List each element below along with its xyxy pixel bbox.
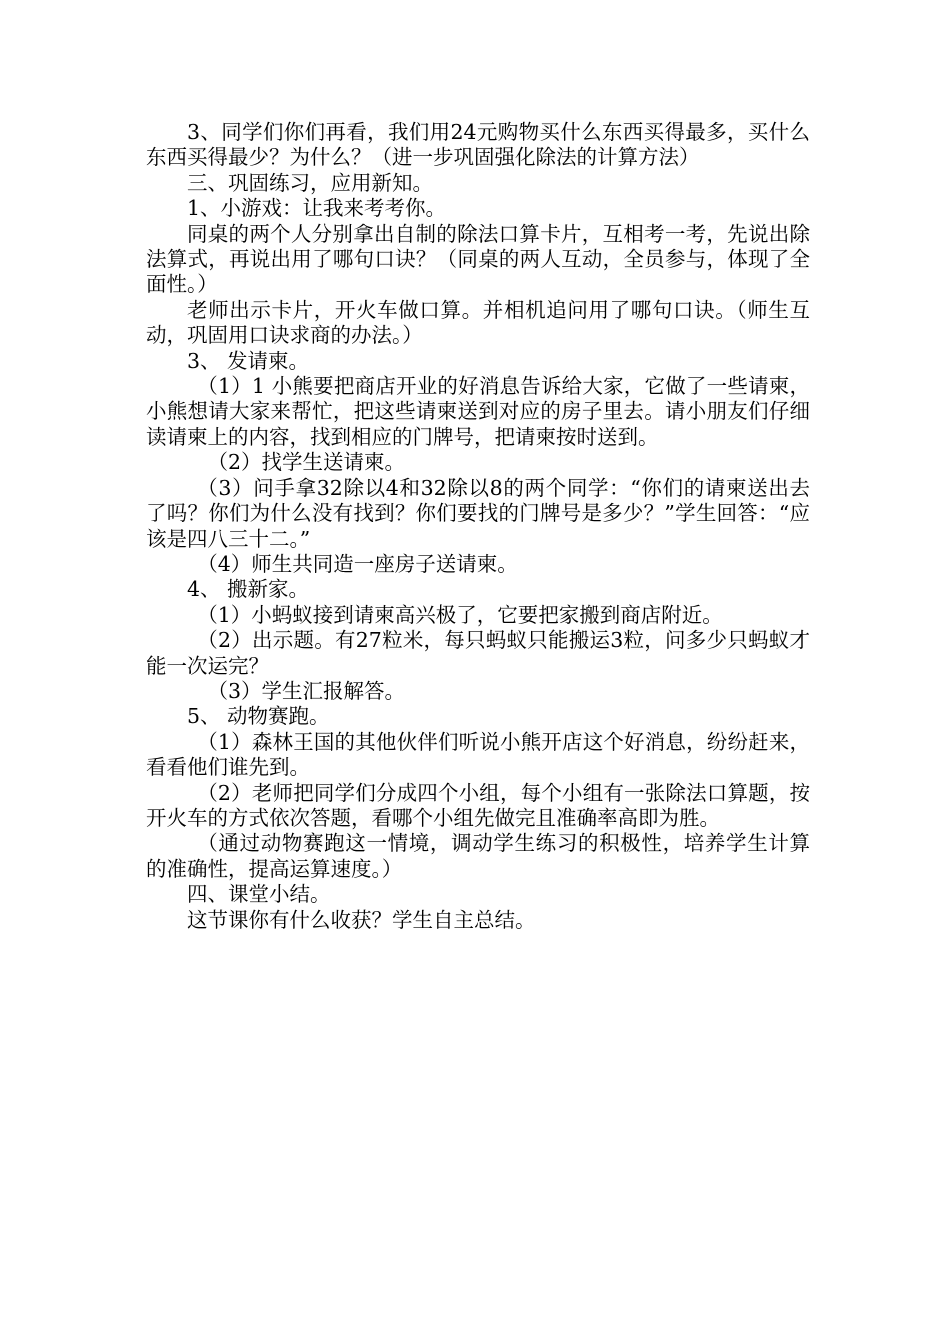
section-heading-practice: 三、巩固练习，应用新知。 xyxy=(187,170,433,195)
paragraph-bear-invitations: （1）1 小熊要把商店开业的好消息告诉给大家，它做了一些请柬，小熊想请大家来帮忙，把这些请柬送到对应的房子里去。请小朋友们仔细读请柬上的内容，找到相应的门牌号，把请柬按时送到。 xyxy=(146,374,810,449)
item-heading-invitations: 3、 发请柬。 xyxy=(187,348,310,373)
item-heading-moving: 4、 搬新家。 xyxy=(187,577,310,602)
item-heading-mini-game: 1、小游戏：让我来考考你。 xyxy=(187,196,447,221)
paragraph-forest-friends: （1）森林王国的其他伙伴们听说小熊开店这个好消息，纷纷赶来，看看他们谁先到。 xyxy=(146,729,810,780)
section-heading-summary: 四、课堂小结。 xyxy=(187,882,331,907)
paragraph-build-house: （4）师生共同造一座房子送请柬。 xyxy=(197,551,518,576)
paragraph-shopping-question: 3、同学们你们再看，我们用24元购物买什么东西买得最多，买什么东西买得最少？为什么？（进一步巩固强化除法的计算方法） xyxy=(146,120,810,170)
document-page xyxy=(146,120,810,933)
paragraph-rice-problem: （2）出示题。有27粒米，每只蚂蚁只能搬运3粒，问多少只蚂蚁才能一次运完？ xyxy=(146,628,810,678)
paragraph-desk-mate-cards: 同桌的两个人分别拿出自制的除法口算卡片，互相考一考，先说出除法算式，再说出用了哪句口诀？（同桌的两人互动，全员参与，体现了全面性。） xyxy=(146,221,810,297)
paragraph-group-race: （2）老师把同学们分成四个小组，每个小组有一张除法口算题，按开火车的方式依次答题，看哪个小组先做完且准确率高即为胜。 xyxy=(146,780,810,830)
paragraph-student-report: （3）学生汇报解答。 xyxy=(207,678,406,703)
paragraph-teacher-cards: 老师出示卡片，开火车做口算。并相机追问用了哪句口诀。（师生互动，巩固用口诀求商的办法。） xyxy=(146,297,810,348)
item-heading-animal-race: 5、 动物赛跑。 xyxy=(187,704,330,729)
paragraph-summary-question: 这节课你有什么收获？学生自主总结。 xyxy=(187,907,536,932)
paragraph-ant-invitation: （1）小蚂蚁接到请柬高兴极了，它要把家搬到商店附近。 xyxy=(197,602,723,627)
paragraph-race-purpose: （通过动物赛跑这一情境，调动学生练习的积极性，培养学生计算的准确性，提高运算速度。） xyxy=(146,831,810,881)
paragraph-deliver-invitations: （2）找学生送请柬。 xyxy=(207,450,406,475)
paragraph-door-number-question: （3）问手拿32除以4和32除以8的两个同学：“你们的请柬送出去了吗？你们为什么没有找到？你们要找的门牌号是多少？”学生回答：“应该是四八三十二。” xyxy=(146,475,810,551)
